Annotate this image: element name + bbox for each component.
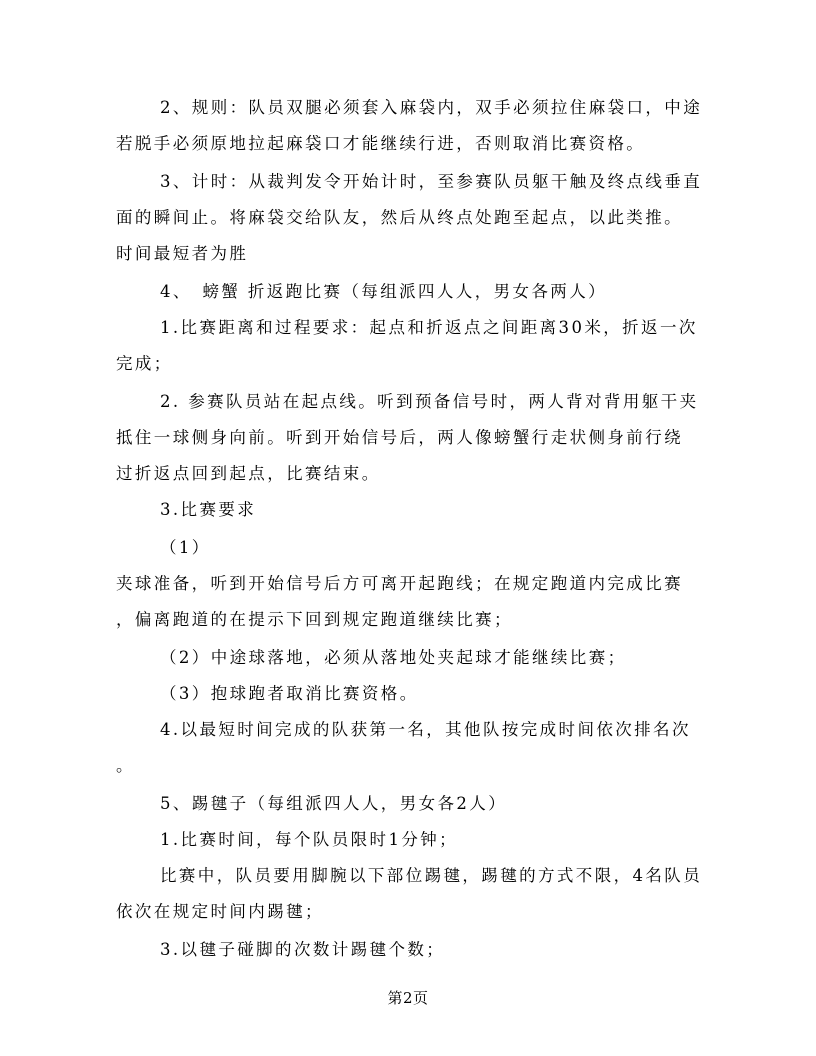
text-line: 2. 参赛队员站在起点线。听到预备信号时，两人背对背用躯干夹	[160, 392, 699, 411]
text-line: 时间最短者为胜	[116, 244, 249, 263]
text-line: 面的瞬间止。将麻袋交给队友，然后从终点处跑至起点，以此类推。	[116, 208, 683, 227]
text-line: 1.比赛时间，每个队员限时1分钟；	[160, 830, 459, 849]
text-line: 夹球准备，听到开始信号后方可离开起跑线；在规定跑道内完成比赛	[116, 574, 683, 593]
text-line: 2、规则：队员双腿必须套入麻袋内，双手必须拉住麻袋口，中途	[160, 98, 703, 117]
text-line: 抵住一球侧身向前。听到开始信号后，两人像螃蟹行走状侧身前行绕	[116, 428, 683, 447]
section-heading: 5、踢毽子（每组派四人人，男女各2人）	[160, 794, 508, 813]
text-line: 依次在规定时间内踢毽；	[116, 902, 324, 921]
text-line: 。	[116, 756, 135, 775]
section-heading: 4、 螃蟹 折返跑比赛（每组派四人人，男女各两人）	[160, 282, 607, 301]
text-line: ，偏离跑道的在提示下回到规定跑道继续比赛；	[116, 610, 513, 629]
text-line: 3、计时：从裁判发令开始计时，至参赛队员躯干触及终点线垂直	[160, 172, 703, 191]
text-line: 比赛中，队员要用脚腕以下部位踢毽，踢毽的方式不限，4名队员	[160, 866, 703, 885]
text-line: （2）中途球落地，必须从落地处夹起球才能继续比赛；	[160, 648, 627, 667]
text-line: 3.以毽子碰脚的次数计踢毽个数；	[160, 940, 446, 959]
text-line: 若脱手必须原地拉起麻袋口才能继续行进，否则取消比赛资格。	[116, 134, 646, 153]
page-number: 第2页	[387, 989, 429, 1007]
text-line: 完成；	[116, 354, 173, 373]
text-line: 1.比赛距离和过程要求：起点和折返点之间距离30米，折返一次	[160, 318, 698, 337]
text-line: 4.以最短时间完成的队获第一名，其他队按完成时间依次排名次	[160, 720, 691, 739]
text-line: （3）抱球跑者取消比赛资格。	[160, 684, 419, 703]
text-line: （1）	[160, 538, 211, 557]
text-line: 过折返点回到起点，比赛结束。	[116, 464, 381, 483]
text-line: 3.比赛要求	[160, 500, 257, 519]
